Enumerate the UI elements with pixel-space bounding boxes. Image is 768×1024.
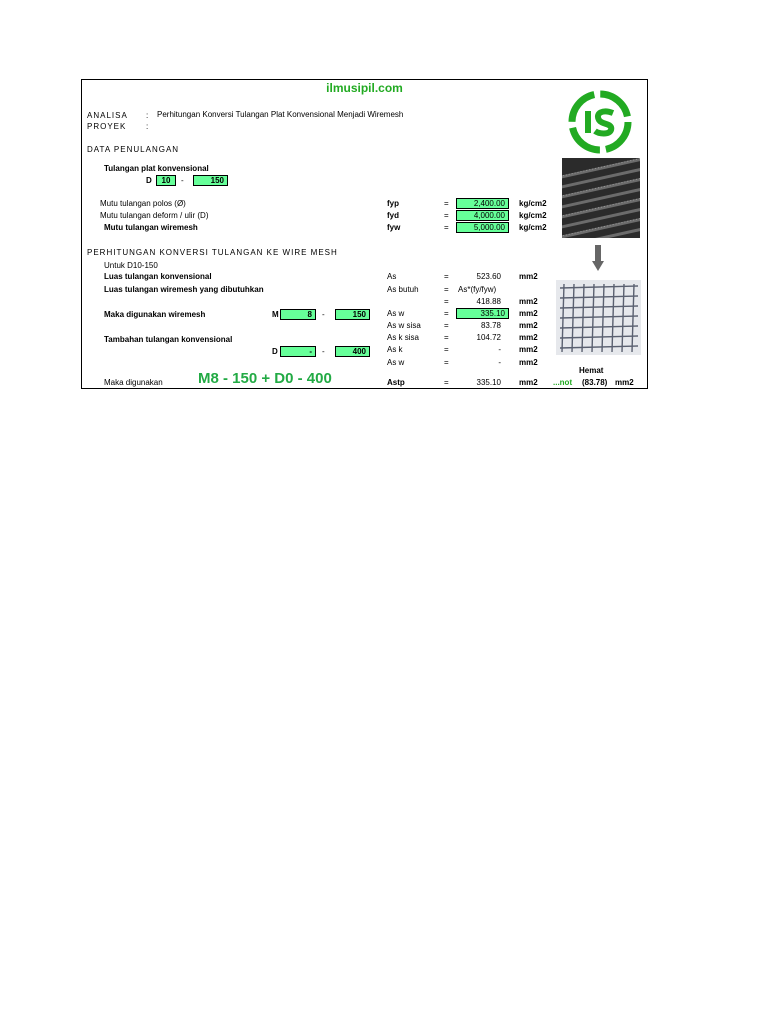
proyek-label: PROYEK [87,122,127,131]
mutu-polos-value[interactable]: 2,400.00 [456,198,509,209]
calc-unit: mm2 [519,333,538,342]
not-value: (83.78) [582,378,608,387]
d2-prefix: D [272,347,278,356]
mutu-wiremesh-eq: = [444,223,449,232]
d-prefix: D [146,176,152,185]
konversi-title: PERHITUNGAN KONVERSI TULANGAN KE WIRE MESH [87,248,338,257]
luas-wm-label: Luas tulangan wiremesh yang dibutuhkan [104,285,264,294]
calc-value: 83.78 [480,321,501,330]
calc-eq: = [444,378,449,387]
data-penulangan-title: DATA PENULANGAN [87,145,180,154]
ilmusipil-logo-icon [567,89,633,155]
analisa-colon: : [146,111,149,120]
rebar-photo [562,158,640,238]
calc-eq: = [444,272,449,281]
wiremesh-photo [556,280,641,355]
calc-value: 418.88 [476,297,501,306]
d2-spacing-cell[interactable]: 400 [335,346,370,357]
calc-eq: = [444,358,449,367]
down-arrow-icon [592,245,604,271]
tulangan-label: Tulangan plat konvensional [104,164,209,173]
calc-unit: mm2 [519,309,538,318]
d2-value-cell[interactable]: - [280,346,316,357]
luas-konv-label: Luas tulangan konvensional [104,272,212,281]
calculation-sheet [81,79,648,389]
mutu-polos-unit: kg/cm2 [519,199,547,208]
mutu-polos-symbol: fyp [387,199,399,208]
mutu-deform-eq: = [444,211,449,220]
calc-eq: = [444,309,449,318]
calc-eq: = [444,285,449,294]
calc-symbol: As butuh [387,285,419,294]
mutu-wiremesh-unit: kg/cm2 [519,223,547,232]
calc-unit: mm2 [519,297,538,306]
analisa-value: Perhitungan Konversi Tulangan Plat Konvensional Menjadi Wiremesh [157,110,404,119]
calc-eq: = [444,333,449,342]
mutu-deform-unit: kg/cm2 [519,211,547,220]
untuk-label: Untuk D10-150 [104,261,158,270]
mutu-wiremesh-label: Mutu tulangan wiremesh [104,223,198,232]
calc-unit: mm2 [519,345,538,354]
calc-unit: mm2 [519,378,538,387]
maka-wm-label: Maka digunakan wiremesh [104,310,206,319]
maka-digunakan-label: Maka digunakan [104,378,163,387]
calc-value: As*(fy/fyw) [458,285,497,294]
m-dash: - [322,310,325,319]
calc-eq: = [444,297,449,306]
not-unit: mm2 [615,378,634,387]
analisa-label: ANALISA [87,111,128,120]
d-spacing-cell[interactable]: 150 [193,175,228,186]
calc-value: - [498,345,501,354]
as-w-value-cell[interactable]: 335.10 [456,308,509,319]
m-value-cell[interactable]: 8 [280,309,316,320]
d-value-cell[interactable]: 10 [156,175,176,186]
mutu-deform-symbol: fyd [387,211,399,220]
site-title[interactable]: ilmusipil.com [326,81,403,95]
mutu-polos-label: Mutu tulangan polos (Ø) [100,199,186,208]
m-spacing-cell[interactable]: 150 [335,309,370,320]
m-prefix: M [272,310,279,319]
d2-dash: - [322,347,325,356]
calc-symbol: As k sisa [387,333,420,342]
calc-unit: mm2 [519,358,538,367]
calc-eq: = [444,345,449,354]
tambahan-label: Tambahan tulangan konvensional [104,335,233,344]
not-text: ...not [553,378,573,387]
d-dash: - [181,176,184,185]
mutu-deform-label: Mutu tulangan deform / ulir (D) [100,211,209,220]
calc-value: 104.72 [476,333,501,342]
calc-unit: mm2 [519,272,538,281]
calc-eq: = [444,321,449,330]
hemat-label: Hemat [579,366,604,375]
calc-symbol: As [387,272,397,281]
calc-value: 523.60 [476,272,501,281]
calc-symbol: As w [387,309,405,318]
calc-symbol: As k [387,345,403,354]
calc-symbol: As w sisa [387,321,421,330]
mutu-wiremesh-symbol: fyw [387,223,401,232]
calc-unit: mm2 [519,321,538,330]
proyek-colon: : [146,122,149,131]
mutu-wiremesh-value[interactable]: 5,000.00 [456,222,509,233]
calc-symbol: As w [387,358,405,367]
mutu-polos-eq: = [444,199,449,208]
result-text: M8 - 150 + D0 - 400 [198,370,332,387]
calc-symbol: Astp [387,378,405,387]
calc-value: - [498,358,501,367]
calc-value: 335.10 [476,378,501,387]
mutu-deform-value[interactable]: 4,000.00 [456,210,509,221]
